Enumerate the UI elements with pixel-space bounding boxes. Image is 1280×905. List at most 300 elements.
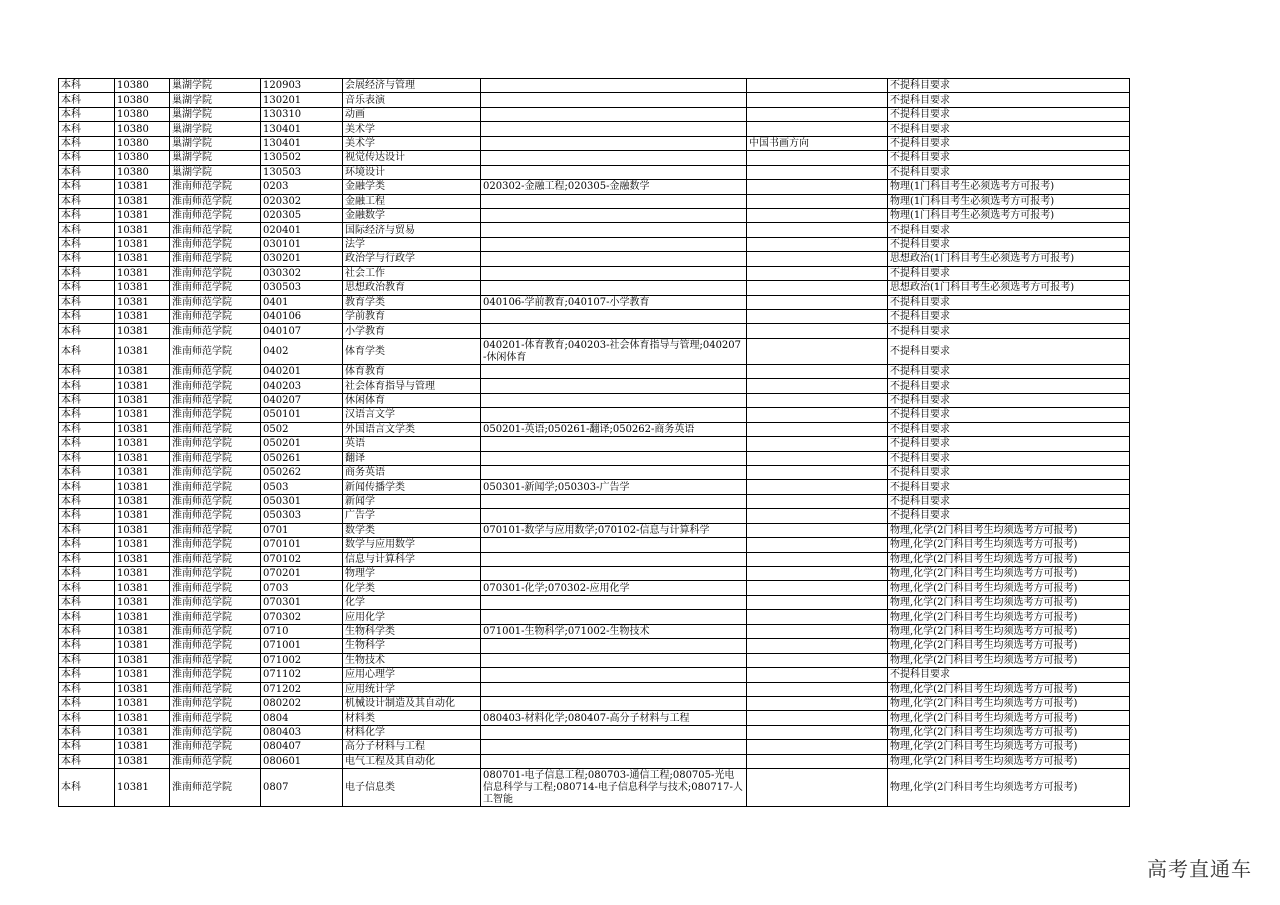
subject-requirement-cell: 物理,化学(2门科目考生均须选考方可报考) bbox=[888, 754, 1130, 768]
subject-requirement-cell: 不提科目要求 bbox=[888, 494, 1130, 508]
subject-requirement-cell: 不提科目要求 bbox=[888, 437, 1130, 451]
included-majors-cell bbox=[481, 252, 747, 266]
level-cell: 本科 bbox=[59, 581, 115, 595]
school-name-cell: 淮南师范学院 bbox=[170, 552, 261, 566]
major-code-cell: 130401 bbox=[261, 122, 343, 136]
table-row bbox=[59, 465, 1130, 479]
level-cell: 本科 bbox=[59, 93, 115, 107]
table-row bbox=[59, 740, 1130, 754]
major-name-cell: 物理学 bbox=[343, 567, 481, 581]
subject-requirement-cell: 物理,化学(2门科目考生均须选考方可报考) bbox=[888, 610, 1130, 624]
included-majors-cell bbox=[481, 538, 747, 552]
major-code-cell: 050261 bbox=[261, 451, 343, 465]
subject-requirement-cell: 物理,化学(2门科目考生均须选考方可报考) bbox=[888, 624, 1130, 638]
level-cell: 本科 bbox=[59, 165, 115, 179]
level-cell: 本科 bbox=[59, 422, 115, 436]
included-majors-cell bbox=[481, 509, 747, 523]
remark-cell bbox=[747, 408, 888, 422]
major-code-cell: 080403 bbox=[261, 725, 343, 739]
level-cell: 本科 bbox=[59, 122, 115, 136]
subject-requirement-cell: 物理,化学(2门科目考生均须选考方可报考) bbox=[888, 653, 1130, 667]
school-code-cell: 10380 bbox=[115, 93, 170, 107]
table-row bbox=[59, 682, 1130, 696]
subject-requirement-cell: 不提科目要求 bbox=[888, 122, 1130, 136]
school-code-cell: 10380 bbox=[115, 79, 170, 93]
included-majors-cell bbox=[481, 653, 747, 667]
school-name-cell: 淮南师范学院 bbox=[170, 208, 261, 222]
major-name-cell: 化学类 bbox=[343, 581, 481, 595]
school-code-cell: 10381 bbox=[115, 696, 170, 710]
major-code-cell: 040207 bbox=[261, 393, 343, 407]
remark-cell bbox=[747, 610, 888, 624]
school-name-cell: 淮南师范学院 bbox=[170, 769, 261, 807]
included-majors-cell bbox=[481, 740, 747, 754]
major-name-cell: 信息与计算科学 bbox=[343, 552, 481, 566]
major-code-cell: 0203 bbox=[261, 180, 343, 194]
subject-requirement-cell: 不提科目要求 bbox=[888, 480, 1130, 494]
school-name-cell: 巢湖学院 bbox=[170, 107, 261, 121]
major-name-cell: 外国语言文学类 bbox=[343, 422, 481, 436]
level-cell: 本科 bbox=[59, 668, 115, 682]
major-name-cell: 社会体育指导与管理 bbox=[343, 379, 481, 393]
level-cell: 本科 bbox=[59, 180, 115, 194]
included-majors-cell bbox=[481, 682, 747, 696]
included-majors-cell: 050201-英语;050261-翻译;050262-商务英语 bbox=[481, 422, 747, 436]
school-code-cell: 10381 bbox=[115, 266, 170, 280]
school-name-cell: 淮南师范学院 bbox=[170, 281, 261, 295]
included-majors-cell: 080701-电子信息工程;080703-通信工程;080705-光电信息科学与工程;080714-电子信息科学与技术;080717-人工智能 bbox=[481, 769, 747, 807]
major-name-cell: 材料化学 bbox=[343, 725, 481, 739]
included-majors-cell bbox=[481, 393, 747, 407]
school-code-cell: 10381 bbox=[115, 194, 170, 208]
level-cell: 本科 bbox=[59, 711, 115, 725]
level-cell: 本科 bbox=[59, 451, 115, 465]
major-name-cell: 休闲体育 bbox=[343, 393, 481, 407]
school-code-cell: 10381 bbox=[115, 295, 170, 309]
level-cell: 本科 bbox=[59, 653, 115, 667]
major-name-cell: 体育学类 bbox=[343, 338, 481, 364]
included-majors-cell bbox=[481, 93, 747, 107]
remark-cell bbox=[747, 754, 888, 768]
major-name-cell: 学前教育 bbox=[343, 310, 481, 324]
major-name-cell: 小学教育 bbox=[343, 324, 481, 338]
major-name-cell: 商务英语 bbox=[343, 465, 481, 479]
included-majors-cell bbox=[481, 754, 747, 768]
included-majors-cell: 071001-生物科学;071002-生物技术 bbox=[481, 624, 747, 638]
remark-cell bbox=[747, 93, 888, 107]
remark-cell bbox=[747, 151, 888, 165]
remark-cell bbox=[747, 180, 888, 194]
school-name-cell: 淮南师范学院 bbox=[170, 295, 261, 309]
table-row bbox=[59, 136, 1130, 150]
school-code-cell: 10381 bbox=[115, 437, 170, 451]
level-cell: 本科 bbox=[59, 281, 115, 295]
remark-cell bbox=[747, 379, 888, 393]
level-cell: 本科 bbox=[59, 465, 115, 479]
remark-cell bbox=[747, 281, 888, 295]
major-name-cell: 新闻传播学类 bbox=[343, 480, 481, 494]
included-majors-cell bbox=[481, 408, 747, 422]
table-row bbox=[59, 295, 1130, 309]
level-cell: 本科 bbox=[59, 610, 115, 624]
level-cell: 本科 bbox=[59, 494, 115, 508]
school-name-cell: 巢湖学院 bbox=[170, 122, 261, 136]
level-cell: 本科 bbox=[59, 151, 115, 165]
subject-requirement-cell: 物理(1门科目考生必须选考方可报考) bbox=[888, 208, 1130, 222]
school-name-cell: 淮南师范学院 bbox=[170, 639, 261, 653]
admission-subject-table bbox=[58, 78, 1130, 807]
school-name-cell: 淮南师范学院 bbox=[170, 310, 261, 324]
remark-cell bbox=[747, 581, 888, 595]
major-code-cell: 130310 bbox=[261, 107, 343, 121]
remark-cell bbox=[747, 682, 888, 696]
remark-cell bbox=[747, 295, 888, 309]
school-name-cell: 淮南师范学院 bbox=[170, 465, 261, 479]
level-cell: 本科 bbox=[59, 223, 115, 237]
subject-requirement-cell: 不提科目要求 bbox=[888, 668, 1130, 682]
major-code-cell: 070101 bbox=[261, 538, 343, 552]
remark-cell bbox=[747, 552, 888, 566]
major-code-cell: 020401 bbox=[261, 223, 343, 237]
level-cell: 本科 bbox=[59, 310, 115, 324]
remark-cell bbox=[747, 364, 888, 378]
remark-cell bbox=[747, 338, 888, 364]
subject-requirement-cell: 物理(1门科目考生必须选考方可报考) bbox=[888, 194, 1130, 208]
included-majors-cell bbox=[481, 494, 747, 508]
school-code-cell: 10380 bbox=[115, 107, 170, 121]
school-code-cell: 10380 bbox=[115, 122, 170, 136]
level-cell: 本科 bbox=[59, 639, 115, 653]
school-code-cell: 10380 bbox=[115, 136, 170, 150]
school-code-cell: 10381 bbox=[115, 494, 170, 508]
school-code-cell: 10381 bbox=[115, 480, 170, 494]
remark-cell bbox=[747, 465, 888, 479]
major-code-cell: 130502 bbox=[261, 151, 343, 165]
included-majors-cell bbox=[481, 324, 747, 338]
major-code-cell: 050303 bbox=[261, 509, 343, 523]
remark-cell bbox=[747, 252, 888, 266]
school-code-cell: 10381 bbox=[115, 725, 170, 739]
table-row bbox=[59, 769, 1130, 807]
school-code-cell: 10381 bbox=[115, 682, 170, 696]
table-row bbox=[59, 422, 1130, 436]
table-row bbox=[59, 408, 1130, 422]
included-majors-cell bbox=[481, 310, 747, 324]
major-code-cell: 040201 bbox=[261, 364, 343, 378]
major-code-cell: 071102 bbox=[261, 668, 343, 682]
major-code-cell: 0503 bbox=[261, 480, 343, 494]
remark-cell: 中国书画方向 bbox=[747, 136, 888, 150]
school-name-cell: 巢湖学院 bbox=[170, 93, 261, 107]
major-name-cell: 材料类 bbox=[343, 711, 481, 725]
major-name-cell: 生物科学类 bbox=[343, 624, 481, 638]
major-code-cell: 0402 bbox=[261, 338, 343, 364]
subject-requirement-cell: 物理,化学(2门科目考生均须选考方可报考) bbox=[888, 639, 1130, 653]
major-code-cell: 070201 bbox=[261, 567, 343, 581]
table-row bbox=[59, 93, 1130, 107]
included-majors-cell bbox=[481, 136, 747, 150]
school-code-cell: 10381 bbox=[115, 310, 170, 324]
major-name-cell: 社会工作 bbox=[343, 266, 481, 280]
included-majors-cell bbox=[481, 107, 747, 121]
major-name-cell: 法学 bbox=[343, 237, 481, 251]
included-majors-cell: 050301-新闻学;050303-广告学 bbox=[481, 480, 747, 494]
major-code-cell: 070302 bbox=[261, 610, 343, 624]
major-name-cell: 生物科学 bbox=[343, 639, 481, 653]
major-code-cell: 030201 bbox=[261, 252, 343, 266]
table-row bbox=[59, 107, 1130, 121]
subject-requirement-cell: 物理,化学(2门科目考生均须选考方可报考) bbox=[888, 711, 1130, 725]
remark-cell bbox=[747, 624, 888, 638]
major-name-cell: 音乐表演 bbox=[343, 93, 481, 107]
level-cell: 本科 bbox=[59, 696, 115, 710]
major-code-cell: 080601 bbox=[261, 754, 343, 768]
table-row bbox=[59, 595, 1130, 609]
major-code-cell: 030503 bbox=[261, 281, 343, 295]
school-name-cell: 淮南师范学院 bbox=[170, 180, 261, 194]
remark-cell bbox=[747, 696, 888, 710]
school-name-cell: 淮南师范学院 bbox=[170, 494, 261, 508]
level-cell: 本科 bbox=[59, 624, 115, 638]
level-cell: 本科 bbox=[59, 769, 115, 807]
table-row bbox=[59, 223, 1130, 237]
school-name-cell: 淮南师范学院 bbox=[170, 711, 261, 725]
remark-cell bbox=[747, 208, 888, 222]
remark-cell bbox=[747, 266, 888, 280]
remark-cell bbox=[747, 639, 888, 653]
included-majors-cell bbox=[481, 725, 747, 739]
table-row bbox=[59, 281, 1130, 295]
remark-cell bbox=[747, 451, 888, 465]
level-cell: 本科 bbox=[59, 480, 115, 494]
table-row bbox=[59, 165, 1130, 179]
major-name-cell: 翻译 bbox=[343, 451, 481, 465]
major-code-cell: 080202 bbox=[261, 696, 343, 710]
table-row bbox=[59, 480, 1130, 494]
table-row bbox=[59, 151, 1130, 165]
table-row bbox=[59, 552, 1130, 566]
school-code-cell: 10381 bbox=[115, 180, 170, 194]
school-name-cell: 淮南师范学院 bbox=[170, 451, 261, 465]
school-code-cell: 10381 bbox=[115, 668, 170, 682]
subject-requirement-cell: 不提科目要求 bbox=[888, 151, 1130, 165]
subject-requirement-cell: 思想政治(1门科目考生必须选考方可报考) bbox=[888, 281, 1130, 295]
subject-requirement-cell: 物理,化学(2门科目考生均须选考方可报考) bbox=[888, 725, 1130, 739]
level-cell: 本科 bbox=[59, 538, 115, 552]
major-code-cell: 0502 bbox=[261, 422, 343, 436]
included-majors-cell bbox=[481, 610, 747, 624]
major-name-cell: 环境设计 bbox=[343, 165, 481, 179]
table-row bbox=[59, 437, 1130, 451]
subject-requirement-cell: 不提科目要求 bbox=[888, 223, 1130, 237]
table-row bbox=[59, 668, 1130, 682]
level-cell: 本科 bbox=[59, 136, 115, 150]
included-majors-cell bbox=[481, 237, 747, 251]
level-cell: 本科 bbox=[59, 567, 115, 581]
subject-requirement-cell: 不提科目要求 bbox=[888, 295, 1130, 309]
included-majors-cell bbox=[481, 79, 747, 93]
subject-requirement-cell: 思想政治(1门科目考生必须选考方可报考) bbox=[888, 252, 1130, 266]
level-cell: 本科 bbox=[59, 266, 115, 280]
school-code-cell: 10381 bbox=[115, 364, 170, 378]
table-row bbox=[59, 237, 1130, 251]
included-majors-cell: 070101-数学与应用数学;070102-信息与计算科学 bbox=[481, 523, 747, 537]
included-majors-cell bbox=[481, 281, 747, 295]
major-name-cell: 应用化学 bbox=[343, 610, 481, 624]
table-body bbox=[59, 79, 1130, 807]
remark-cell bbox=[747, 711, 888, 725]
level-cell: 本科 bbox=[59, 208, 115, 222]
remark-cell bbox=[747, 194, 888, 208]
subject-requirement-cell: 不提科目要求 bbox=[888, 364, 1130, 378]
major-code-cell: 130401 bbox=[261, 136, 343, 150]
major-code-cell: 0807 bbox=[261, 769, 343, 807]
remark-cell bbox=[747, 668, 888, 682]
subject-requirement-cell: 物理,化学(2门科目考生均须选考方可报考) bbox=[888, 769, 1130, 807]
level-cell: 本科 bbox=[59, 237, 115, 251]
school-name-cell: 淮南师范学院 bbox=[170, 266, 261, 280]
school-name-cell: 淮南师范学院 bbox=[170, 379, 261, 393]
included-majors-cell bbox=[481, 379, 747, 393]
subject-requirement-cell: 物理,化学(2门科目考生均须选考方可报考) bbox=[888, 523, 1130, 537]
major-name-cell: 应用统计学 bbox=[343, 682, 481, 696]
remark-cell bbox=[747, 740, 888, 754]
subject-requirement-cell: 不提科目要求 bbox=[888, 465, 1130, 479]
school-name-cell: 淮南师范学院 bbox=[170, 252, 261, 266]
major-code-cell: 0701 bbox=[261, 523, 343, 537]
major-name-cell: 高分子材料与工程 bbox=[343, 740, 481, 754]
level-cell: 本科 bbox=[59, 79, 115, 93]
included-majors-cell bbox=[481, 165, 747, 179]
table-row bbox=[59, 324, 1130, 338]
table-row bbox=[59, 754, 1130, 768]
included-majors-cell bbox=[481, 194, 747, 208]
included-majors-cell bbox=[481, 552, 747, 566]
subject-requirement-cell: 物理,化学(2门科目考生均须选考方可报考) bbox=[888, 682, 1130, 696]
table-row bbox=[59, 310, 1130, 324]
school-code-cell: 10381 bbox=[115, 595, 170, 609]
level-cell: 本科 bbox=[59, 295, 115, 309]
level-cell: 本科 bbox=[59, 107, 115, 121]
school-code-cell: 10381 bbox=[115, 324, 170, 338]
major-code-cell: 0804 bbox=[261, 711, 343, 725]
remark-cell bbox=[747, 107, 888, 121]
school-name-cell: 淮南师范学院 bbox=[170, 653, 261, 667]
major-code-cell: 0710 bbox=[261, 624, 343, 638]
major-name-cell: 教育学类 bbox=[343, 295, 481, 309]
school-code-cell: 10381 bbox=[115, 624, 170, 638]
school-name-cell: 淮南师范学院 bbox=[170, 393, 261, 407]
included-majors-cell bbox=[481, 465, 747, 479]
included-majors-cell: 040106-学前教育;040107-小学教育 bbox=[481, 295, 747, 309]
subject-requirement-cell: 不提科目要求 bbox=[888, 422, 1130, 436]
level-cell: 本科 bbox=[59, 393, 115, 407]
school-name-cell: 淮南师范学院 bbox=[170, 567, 261, 581]
school-name-cell: 淮南师范学院 bbox=[170, 682, 261, 696]
school-name-cell: 巢湖学院 bbox=[170, 136, 261, 150]
school-name-cell: 巢湖学院 bbox=[170, 151, 261, 165]
major-code-cell: 0703 bbox=[261, 581, 343, 595]
school-code-cell: 10381 bbox=[115, 465, 170, 479]
major-name-cell: 应用心理学 bbox=[343, 668, 481, 682]
subject-requirement-cell: 不提科目要求 bbox=[888, 310, 1130, 324]
major-code-cell: 071002 bbox=[261, 653, 343, 667]
level-cell: 本科 bbox=[59, 509, 115, 523]
included-majors-cell bbox=[481, 223, 747, 237]
major-name-cell: 美术学 bbox=[343, 122, 481, 136]
included-majors-cell: 080403-材料化学;080407-高分子材料与工程 bbox=[481, 711, 747, 725]
included-majors-cell bbox=[481, 208, 747, 222]
major-name-cell: 数学与应用数学 bbox=[343, 538, 481, 552]
included-majors-cell bbox=[481, 567, 747, 581]
major-name-cell: 政治学与行政学 bbox=[343, 252, 481, 266]
school-code-cell: 10381 bbox=[115, 610, 170, 624]
school-name-cell: 淮南师范学院 bbox=[170, 223, 261, 237]
school-name-cell: 巢湖学院 bbox=[170, 165, 261, 179]
remark-cell bbox=[747, 393, 888, 407]
remark-cell bbox=[747, 725, 888, 739]
subject-requirement-cell: 不提科目要求 bbox=[888, 338, 1130, 364]
school-name-cell: 淮南师范学院 bbox=[170, 595, 261, 609]
major-name-cell: 体育教育 bbox=[343, 364, 481, 378]
level-cell: 本科 bbox=[59, 338, 115, 364]
major-code-cell: 050262 bbox=[261, 465, 343, 479]
table-row bbox=[59, 653, 1130, 667]
major-code-cell: 020305 bbox=[261, 208, 343, 222]
included-majors-cell bbox=[481, 437, 747, 451]
level-cell: 本科 bbox=[59, 364, 115, 378]
school-code-cell: 10381 bbox=[115, 639, 170, 653]
subject-requirement-cell: 物理,化学(2门科目考生均须选考方可报考) bbox=[888, 538, 1130, 552]
school-name-cell: 淮南师范学院 bbox=[170, 668, 261, 682]
school-name-cell: 淮南师范学院 bbox=[170, 437, 261, 451]
school-code-cell: 10381 bbox=[115, 552, 170, 566]
school-code-cell: 10381 bbox=[115, 740, 170, 754]
major-code-cell: 071001 bbox=[261, 639, 343, 653]
subject-requirement-cell: 不提科目要求 bbox=[888, 237, 1130, 251]
table-row bbox=[59, 639, 1130, 653]
included-majors-cell bbox=[481, 266, 747, 280]
school-name-cell: 巢湖学院 bbox=[170, 79, 261, 93]
subject-requirement-cell: 不提科目要求 bbox=[888, 379, 1130, 393]
school-code-cell: 10381 bbox=[115, 581, 170, 595]
remark-cell bbox=[747, 165, 888, 179]
school-code-cell: 10381 bbox=[115, 281, 170, 295]
major-name-cell: 会展经济与管理 bbox=[343, 79, 481, 93]
table-row bbox=[59, 581, 1130, 595]
remark-cell bbox=[747, 223, 888, 237]
included-majors-cell: 020302-金融工程;020305-金融数学 bbox=[481, 180, 747, 194]
school-code-cell: 10381 bbox=[115, 379, 170, 393]
level-cell: 本科 bbox=[59, 552, 115, 566]
table-row bbox=[59, 523, 1130, 537]
remark-cell bbox=[747, 538, 888, 552]
major-code-cell: 120903 bbox=[261, 79, 343, 93]
subject-requirement-cell: 不提科目要求 bbox=[888, 136, 1130, 150]
school-name-cell: 淮南师范学院 bbox=[170, 740, 261, 754]
level-cell: 本科 bbox=[59, 682, 115, 696]
major-name-cell: 金融工程 bbox=[343, 194, 481, 208]
school-code-cell: 10381 bbox=[115, 408, 170, 422]
school-code-cell: 10381 bbox=[115, 393, 170, 407]
table-row bbox=[59, 252, 1130, 266]
subject-requirement-cell: 不提科目要求 bbox=[888, 266, 1130, 280]
table-row bbox=[59, 79, 1130, 93]
remark-cell bbox=[747, 324, 888, 338]
remark-cell bbox=[747, 769, 888, 807]
major-code-cell: 040203 bbox=[261, 379, 343, 393]
remark-cell bbox=[747, 595, 888, 609]
